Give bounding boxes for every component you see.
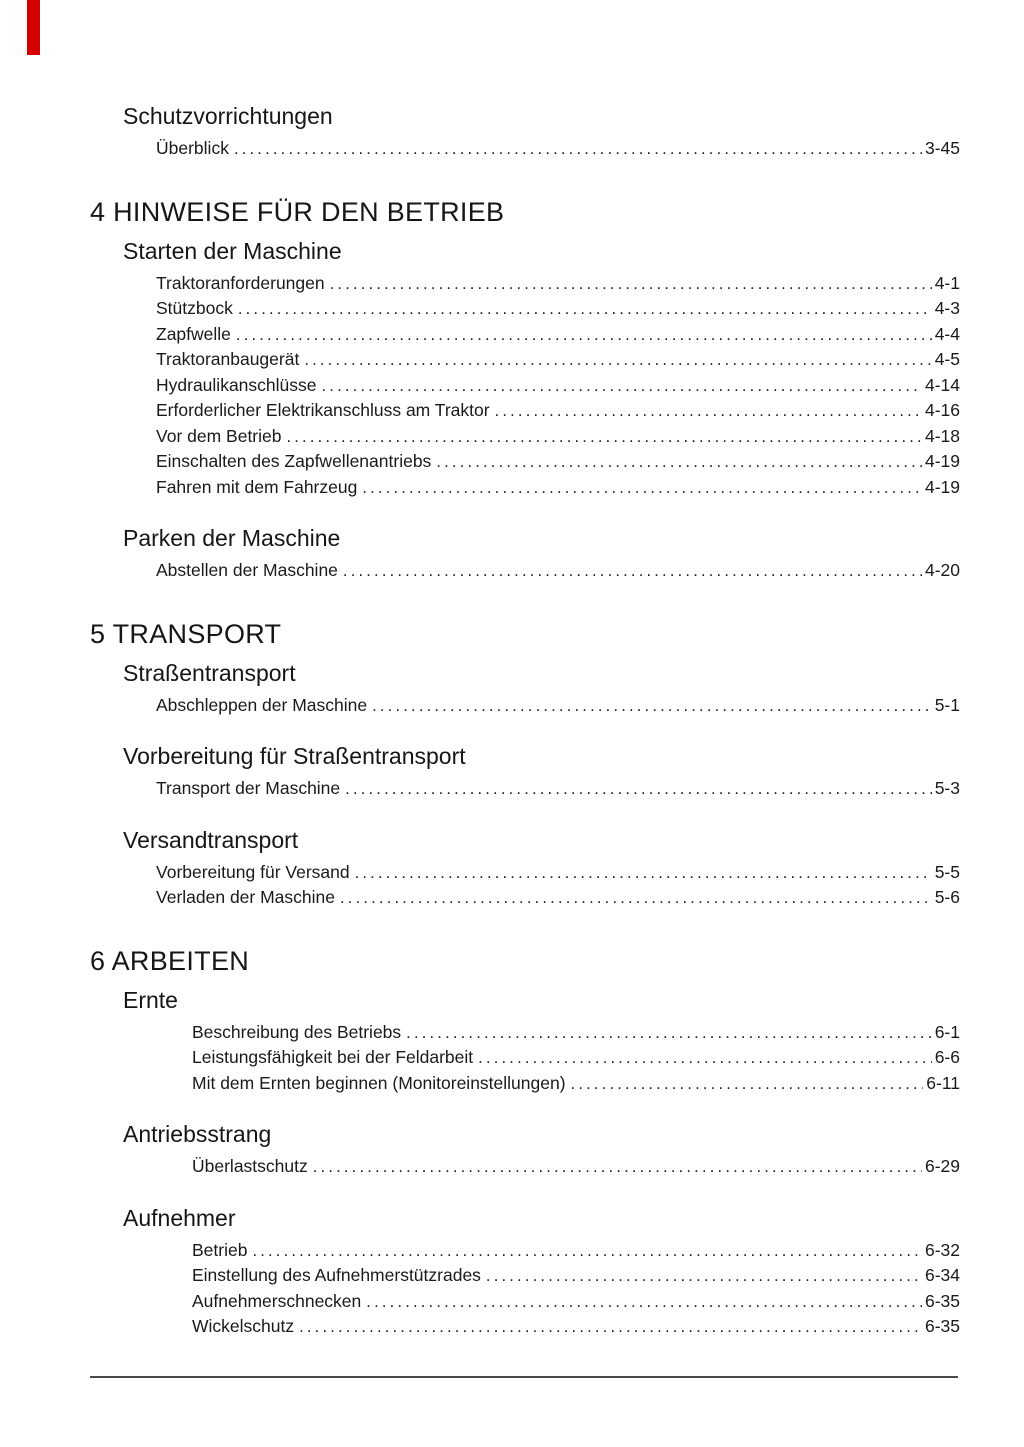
toc-entry-page: 4-18 [924,425,960,446]
toc-entry-title: Abstellen der Maschine [156,560,338,580]
toc-entry-title: Transport der Maschine [156,778,341,798]
toc-entry [156,136,960,162]
dot-leader [355,860,932,886]
toc-entry-page: 6-32 [924,1239,960,1260]
dot-leader [252,1238,922,1264]
toc-entry-title: Erforderlicher Elektrikanschluss am Traktor [156,400,490,420]
toc-entry [156,693,960,719]
dot-leader [238,296,932,322]
toc-entry-page: 3-45 [924,138,960,158]
toc-entry-page: 6-11 [926,1072,960,1093]
red-edge-marker [27,0,40,55]
dot-leader [366,1289,922,1315]
toc-entry [192,1289,960,1315]
toc-entry [156,558,960,584]
toc-entry [192,1314,960,1340]
section-heading-ernte: Ernte [123,986,178,1013]
chapter-heading-4: 4 HINWEISE FÜR DEN BETRIEB [90,196,505,227]
chapter-heading-6: 6 ARBEITEN [90,945,250,976]
dot-leader [299,1314,922,1340]
dot-leader [313,1154,922,1180]
toc-entry-title: Abschleppen der Maschine [156,694,368,715]
toc-entry-page: 4-5 [934,349,960,369]
toc-entry-page: 6-6 [934,1047,960,1067]
dot-leader [345,776,932,802]
toc-entry-page: 4-14 [924,374,960,395]
toc-entry-title: Einstellung des Aufnehmerstützrades [192,1265,481,1285]
toc-entry [192,1238,960,1264]
toc-entry-title: Wickelschutz [192,1316,295,1336]
toc-entry [156,776,960,802]
section-heading-antriebsstrang: Antriebsstrang [123,1121,272,1147]
dot-leader [495,398,922,424]
toc-entry-title: Mit dem Ernten beginnen (Monitoreinstellungen) [192,1072,566,1093]
toc-entry-title: Zapfwelle [156,323,231,344]
toc-entry-title: Leistungsfähigkeit bei der Feldarbeit [192,1047,474,1067]
chapter-heading-5: 5 TRANSPORT [90,618,282,649]
dot-leader [436,449,922,475]
toc-entry [156,271,960,297]
toc-entry-page: 4-19 [924,451,960,471]
toc-entry-page: 4-1 [934,272,960,293]
toc-entry [156,322,960,348]
dot-leader [372,693,932,719]
toc-entry-title: Betrieb [192,1239,248,1260]
toc-entry [156,860,960,886]
dot-leader [330,271,932,297]
toc-entry [192,1263,960,1289]
toc-entry-page: 4-20 [924,560,960,580]
toc-entry-page: 6-35 [924,1316,960,1336]
toc-entry-page: 4-4 [934,323,960,344]
toc-entry [156,885,960,911]
section-heading-strassentransport: Straßentransport [123,659,296,686]
toc-entry-page: 4-19 [924,476,960,497]
toc-entry [156,296,960,322]
toc-entry [156,347,960,373]
toc-entry [156,373,960,399]
toc-entry-title: Einschalten des Zapfwellenantriebs [156,451,432,471]
dot-leader [340,885,932,911]
dot-leader [571,1071,924,1097]
toc-entry-title: Überlastschutz [192,1156,308,1176]
toc-entry [156,398,960,424]
toc-entry [192,1154,960,1180]
toc-entry-page: 4-3 [934,298,960,318]
toc-entry-page: 5-1 [934,694,960,715]
section-heading-aufnehmer: Aufnehmer [123,1204,236,1231]
toc-entry-page: 6-1 [934,1021,960,1042]
dot-leader [406,1020,932,1046]
toc-entry [192,1071,960,1097]
toc-entry-title: Traktoranforderungen [156,272,325,293]
dot-leader [478,1045,932,1071]
toc-entry-page: 4-16 [924,400,960,420]
toc-entry-page: 6-29 [924,1156,960,1176]
dot-leader [362,475,922,501]
section-heading-schutzvorrichtungen: Schutzvorrichtungen [123,103,333,129]
toc-entry-page: 5-3 [934,778,960,798]
toc-entry [192,1045,960,1071]
toc-entry-title: Beschreibung des Betriebs [192,1021,402,1042]
toc-entry [156,475,960,501]
dot-leader [304,347,931,373]
section-heading-starten-der-maschine: Starten der Maschine [123,237,342,264]
toc-entry-title: Vorbereitung für Versand [156,861,350,882]
toc-entry-title: Verladen der Maschine [156,887,335,907]
toc-entry-title: Aufnehmerschnecken [192,1290,362,1311]
footer-divider [90,1376,958,1378]
toc-entry [192,1020,960,1046]
section-heading-parken-der-maschine: Parken der Maschine [123,525,341,551]
dot-leader [286,424,921,450]
toc-entry-title: Hydraulikanschlüsse [156,374,317,395]
toc-entry-title: Fahren mit dem Fahrzeug [156,476,358,497]
section-heading-vorbereitung-strassentransport: Vorbereitung für Straßentransport [123,743,466,769]
toc-entry-page: 6-34 [924,1265,960,1285]
dot-leader [486,1263,922,1289]
dot-leader [322,373,922,399]
dot-leader [343,558,922,584]
toc-entry-title: Stützbock [156,298,233,318]
dot-leader [236,322,932,348]
toc-entry-title: Überblick [156,138,229,158]
toc-entry-title: Vor dem Betrieb [156,425,282,446]
toc-entry [156,424,960,450]
toc-entry-page: 6-35 [924,1290,960,1311]
toc-entry-page: 5-5 [934,861,960,882]
toc-entry-title: Traktoranbaugerät [156,349,300,369]
dot-leader [234,136,922,162]
toc-entry [156,449,960,475]
section-heading-versandtransport: Versandtransport [123,826,299,853]
toc-entry-page: 5-6 [934,887,960,907]
